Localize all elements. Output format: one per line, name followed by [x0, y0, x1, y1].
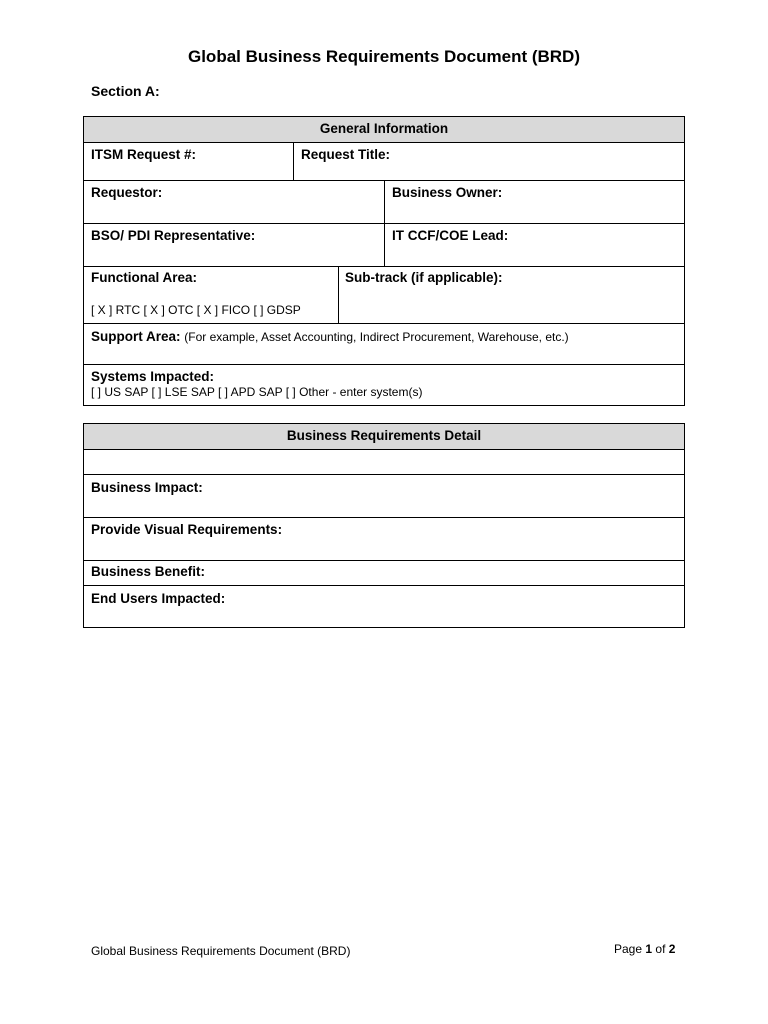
column-divider	[384, 180, 385, 266]
systems-impacted-options[interactable]: [ ] US SAP [ ] LSE SAP [ ] APD SAP [ ] Other - enter system(s)	[91, 385, 423, 399]
request-title-field[interactable]: Request Title:	[301, 147, 391, 162]
general-information-header: General Information	[84, 117, 684, 143]
row-divider	[84, 323, 684, 324]
row-divider	[84, 517, 684, 518]
column-divider	[338, 266, 339, 323]
requestor-field[interactable]: Requestor:	[91, 185, 163, 200]
page-current: 1	[645, 942, 653, 956]
business-owner-field[interactable]: Business Owner:	[392, 185, 503, 200]
bso-representative-field[interactable]: BSO/ PDI Representative:	[91, 228, 256, 243]
visual-requirements-field[interactable]: Provide Visual Requirements:	[91, 522, 283, 537]
page-total: 2	[668, 942, 676, 956]
row-divider	[84, 364, 684, 365]
row-divider	[84, 585, 684, 586]
footer-document-title: Global Business Requirements Document (BRD)	[91, 944, 351, 958]
requirements-detail-table	[83, 423, 685, 628]
sub-track-field[interactable]: Sub-track (if applicable):	[345, 270, 503, 285]
functional-area-label: Functional Area:	[91, 270, 198, 285]
row-divider	[84, 474, 684, 475]
support-area-field[interactable]	[91, 329, 569, 344]
row-divider	[84, 266, 684, 267]
page-word: Page	[614, 942, 643, 956]
column-divider	[293, 143, 294, 180]
functional-area-options[interactable]: [ X ] RTC [ X ] OTC [ X ] FICO [ ] GDSP	[91, 303, 301, 317]
section-label: Section A:	[91, 83, 160, 99]
business-benefit-field[interactable]: Business Benefit:	[91, 564, 206, 579]
end-users-field[interactable]: End Users Impacted:	[91, 591, 226, 606]
row-divider	[84, 560, 684, 561]
general-information-table	[83, 116, 685, 406]
support-area-label: Support Area:	[91, 329, 181, 344]
support-area-note: (For example, Asset Accounting, Indirect Procurement, Warehouse, etc.)	[184, 330, 569, 344]
systems-impacted-label: Systems Impacted:	[91, 369, 215, 384]
itsm-request-field[interactable]: ITSM Request #:	[91, 147, 197, 162]
document-title: Global Business Requirements Document (BRD)	[187, 47, 580, 66]
page-of: of	[655, 942, 666, 956]
requirements-detail-header: Business Requirements Detail	[84, 424, 684, 450]
page-number	[614, 942, 675, 956]
it-lead-field[interactable]: IT CCF/COE Lead:	[392, 228, 509, 243]
business-impact-field[interactable]: Business Impact:	[91, 480, 203, 495]
